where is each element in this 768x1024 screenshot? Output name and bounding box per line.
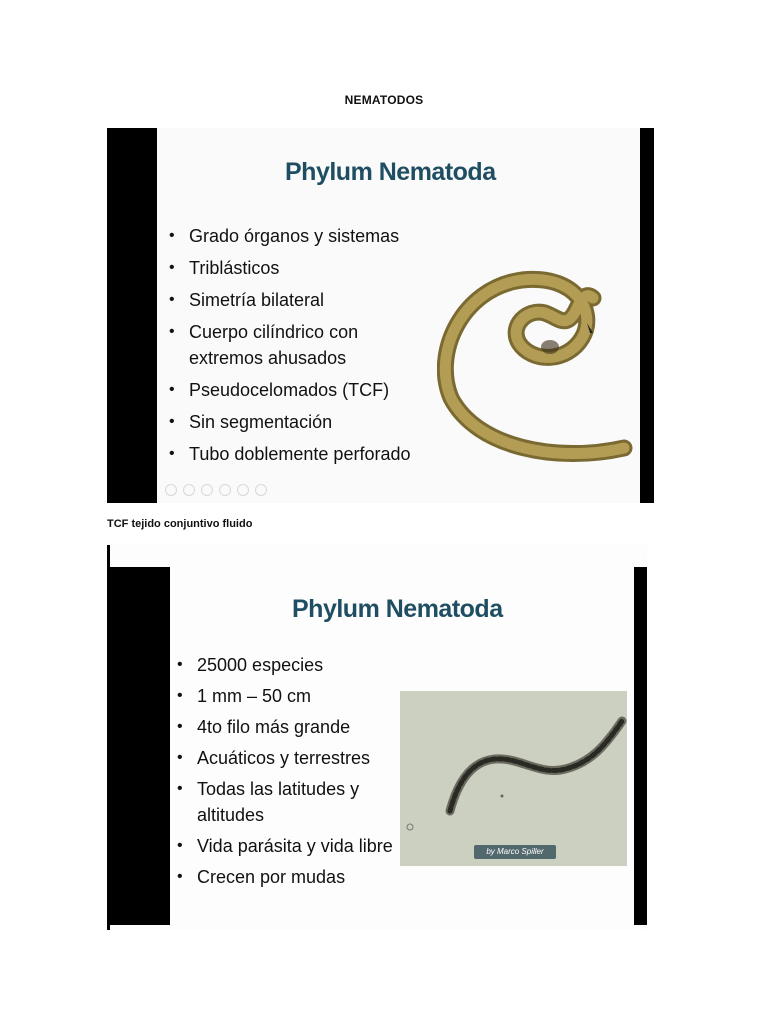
bullet-item-continuation: altitudes bbox=[197, 805, 265, 825]
bullet-item: • Vida parásita y vida libre bbox=[173, 833, 393, 859]
nav-icon bbox=[165, 484, 177, 496]
caption-text: TCF tejido conjuntivo fluido bbox=[107, 518, 253, 530]
bullet-item: • Cuerpo cilíndrico con bbox=[165, 319, 410, 345]
bullet-item: • 25000 especies bbox=[173, 652, 393, 678]
document-title: NEMATODOS bbox=[344, 93, 424, 107]
nav-icon bbox=[201, 484, 213, 496]
bullet-item: • 1 mm – 50 cm bbox=[173, 683, 393, 709]
slide-2-right-bar bbox=[634, 567, 647, 925]
nematode-photo bbox=[400, 691, 627, 866]
slide-1-left-bar bbox=[107, 128, 157, 503]
bullet-item: • Pseudocelomados (TCF) bbox=[165, 377, 410, 403]
bullet-item: • 4to filo más grande bbox=[173, 714, 393, 740]
bullet-item: • Sin segmentación bbox=[165, 409, 410, 435]
bullet-item: • Grado órganos y sistemas bbox=[165, 223, 410, 249]
bullet-item: • Acuáticos y terrestres bbox=[173, 745, 393, 771]
slide-2-left-bar bbox=[110, 567, 170, 925]
slide-2-title: Phylum Nematoda bbox=[292, 595, 503, 623]
slide-2 bbox=[107, 545, 647, 930]
slide-1-bullet-list bbox=[165, 223, 410, 467]
bullet-item: • Crecen por mudas bbox=[173, 864, 393, 890]
slide-nav-controls bbox=[165, 484, 267, 496]
bullet-item: • Todas las latitudes y bbox=[173, 776, 393, 802]
bullet-item: • Tubo doblemente perforado bbox=[165, 441, 410, 467]
nav-icon bbox=[237, 484, 249, 496]
bullet-item: • Triblásticos bbox=[165, 255, 410, 281]
slide-1-title: Phylum Nematoda bbox=[285, 158, 496, 186]
slide-2-bullet-list bbox=[173, 652, 393, 890]
bullet-item: • Simetría bilateral bbox=[165, 287, 410, 313]
microscope-nematode-image bbox=[400, 691, 627, 866]
nav-icon bbox=[255, 484, 267, 496]
coiled-nematode-image bbox=[437, 268, 637, 463]
slide-1 bbox=[107, 128, 654, 503]
slide-1-right-bar bbox=[640, 128, 654, 503]
bullet-item-continuation: extremos ahusados bbox=[189, 348, 347, 368]
nav-icon bbox=[183, 484, 195, 496]
nav-icon bbox=[219, 484, 231, 496]
photo-credit: by Marco Spiller bbox=[474, 845, 556, 859]
